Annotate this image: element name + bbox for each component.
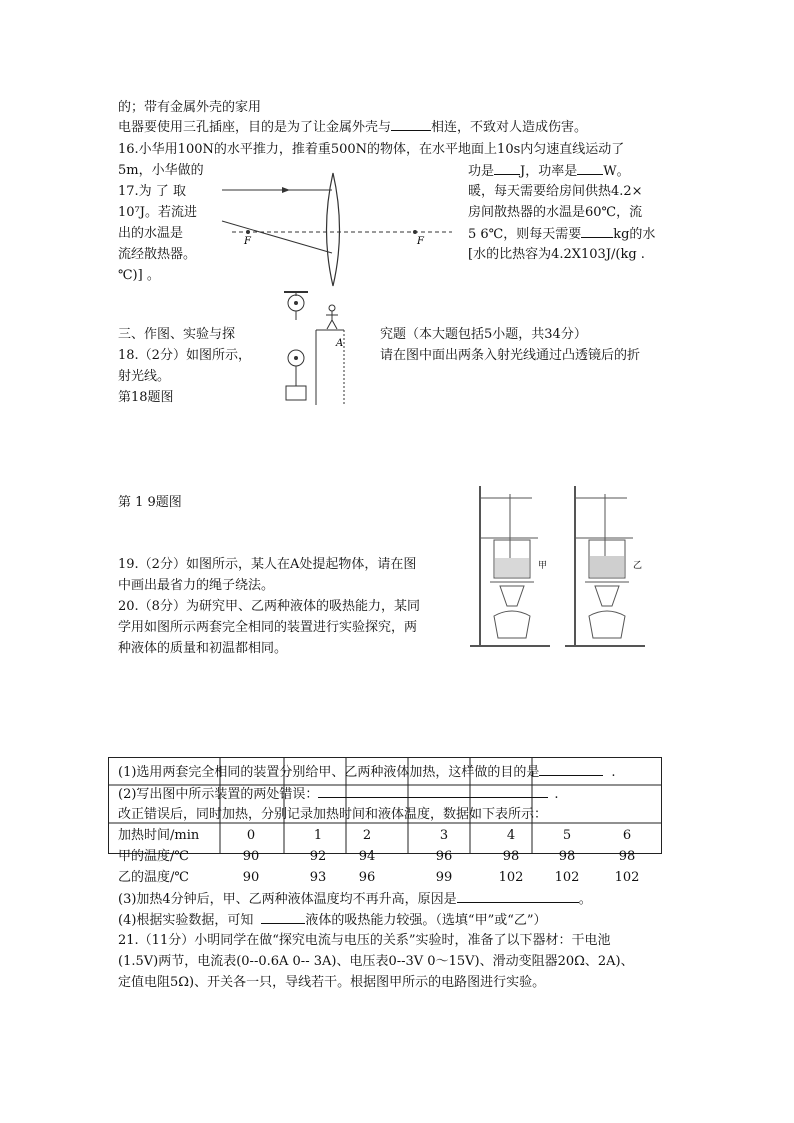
- table-cell: 102: [498, 870, 524, 885]
- answer-blank[interactable]: [539, 763, 603, 776]
- text-line: 电器要使用三孔插座，目的是为了让金属外壳与 相连，不致对人造成伤害。: [118, 120, 588, 135]
- question-20: 20.（8分）为研究甲、乙两种液体的吸热能力，某同: [118, 599, 420, 614]
- table-cell: 5: [562, 828, 572, 843]
- table-cell: 6: [622, 828, 632, 843]
- table-row-label: 加热时间/min: [118, 828, 200, 843]
- text-line: 5 6℃，则每天需要 kg的水: [468, 227, 656, 242]
- text-line: 定值电阻5Ω)、开关各一只，导线若干。根据图甲所示的电路图进行实验。: [118, 975, 546, 990]
- text-line: 功是 J，功率是 W。: [468, 164, 630, 179]
- table-cell: 96: [358, 870, 376, 885]
- table-cell: 92: [309, 849, 327, 864]
- data-table: [118, 827, 658, 887]
- beaker-label: 甲: [538, 561, 548, 571]
- heating-apparatus-figure: [462, 478, 652, 654]
- answer-blank[interactable]: [261, 911, 305, 924]
- text-line: 10⁷J。若流进: [118, 205, 197, 220]
- table-cell: 94: [358, 849, 376, 864]
- table-cell: 0: [246, 828, 256, 843]
- answer-blank[interactable]: [494, 162, 520, 175]
- table-row-label: 甲的温度/℃: [118, 849, 189, 864]
- table-cell: 102: [554, 870, 580, 885]
- question-18: 18.（2分）如图所示，: [118, 348, 251, 363]
- text-line: 的；带有金属外壳的家用: [118, 100, 262, 115]
- text-line: 中画出最省力的绳子绕法。: [118, 578, 275, 593]
- question-16: 16.小华用100N的水平推力，推着重500N的物体，在水平地面上10s内匀速直线运动了: [118, 142, 625, 157]
- point-a-label: A: [336, 338, 344, 349]
- table-cell: 96: [435, 849, 453, 864]
- part-1: (1)选用两套完全相同的装置分别给甲、乙两种液体加热，这样做的目的是 .: [118, 765, 616, 780]
- table-cell: 3: [439, 828, 449, 843]
- table-cell: 98: [558, 849, 576, 864]
- focal-point-label: F: [244, 236, 251, 247]
- table-cell: 90: [242, 870, 260, 885]
- focal-point-label: F: [417, 236, 424, 247]
- table-cell: 98: [502, 849, 520, 864]
- table-cell: 1: [313, 828, 323, 843]
- question-17: 17.为 了 取: [118, 184, 186, 199]
- table-cell: 99: [435, 870, 453, 885]
- convex-lens-figure: [212, 168, 462, 288]
- answer-blank[interactable]: [581, 225, 613, 238]
- text-line: 学用如图所示两套完全相同的装置进行实验探究，两: [118, 620, 418, 635]
- figure-caption: 第 1 9题图: [118, 495, 182, 510]
- answer-blank[interactable]: [391, 118, 431, 131]
- pulley-figure: [276, 290, 376, 405]
- text-line: ℃)] 。: [118, 268, 160, 283]
- text-line: 5m，小华做的: [118, 163, 204, 178]
- answer-blank[interactable]: [577, 162, 603, 175]
- table-cell: 102: [614, 870, 640, 885]
- section-heading: 究题（本大题包括5小题，共34分）: [380, 327, 587, 342]
- question-21: 21.（11分）小明同学在做“探究电流与电压的关系”实验时，准备了以下器材：干电池: [118, 933, 611, 948]
- text-line: 改正错误后，同时加热，分别记录加热时间和液体温度，数据如下表所示：: [118, 807, 548, 822]
- part-2: (2)写出图中所示装置的两处错误： .: [118, 787, 559, 802]
- table-cell: 4: [506, 828, 516, 843]
- text-line: 房间散热器的水温是60℃，流: [468, 205, 643, 220]
- question-19: 19.（2分）如图所示，某人在A处提起物体，请在图: [118, 557, 417, 572]
- table-cell: 2: [362, 828, 372, 843]
- text-line: 暖，每天需要给房间供热4.2×: [468, 184, 643, 199]
- text-line: 射光线。: [118, 369, 171, 384]
- answer-blank[interactable]: [318, 785, 548, 798]
- table-cell: 90: [242, 849, 260, 864]
- table-row-label: 乙的温度/℃: [118, 870, 189, 885]
- text-line: [水的比热容为4.2X103J/(kg .: [468, 247, 645, 262]
- table-cell: 93: [309, 870, 327, 885]
- answer-blank[interactable]: [457, 890, 579, 903]
- part-4: (4)根据实验数据，可知 液体的吸热能力较强。（选填“甲”或“乙”）: [118, 913, 547, 928]
- text-line: 流经散热器。: [118, 247, 197, 262]
- text-line: 请在图中面出两条入射光线通过凸透镜后的折: [380, 348, 641, 363]
- text-line: (1.5V)两节，电流表(0--0.6A 0-- 3A)、电压表0--3V 0～15V)、滑动变阻器20Ω、2A)、: [118, 954, 634, 969]
- section-heading: 三、作图、实验与探: [118, 327, 236, 342]
- text-line: 种液体的质量和初温都相同。: [118, 641, 288, 656]
- part-3: (3)加热4分钟后，甲、乙两种液体温度均不再升高，原因是 。: [118, 892, 592, 907]
- text-line: 出的水温是: [118, 226, 184, 241]
- figure-caption: 第18题图: [118, 390, 174, 405]
- table-cell: 98: [618, 849, 636, 864]
- beaker-label: 乙: [633, 561, 643, 571]
